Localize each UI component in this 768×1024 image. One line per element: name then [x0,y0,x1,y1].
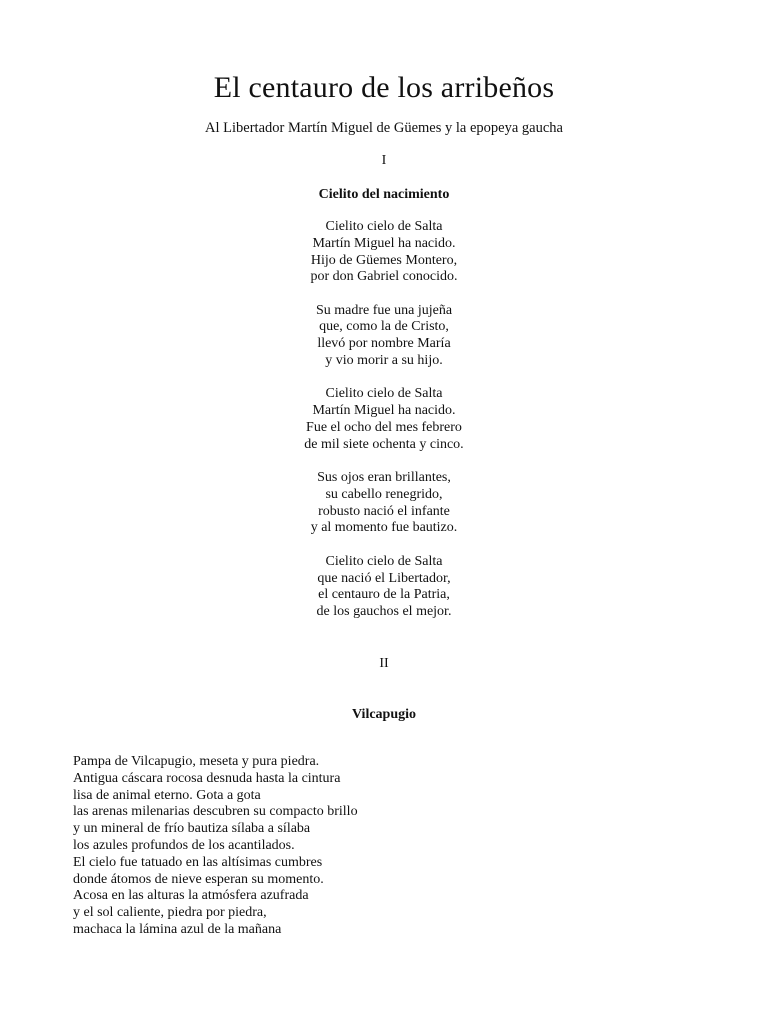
verse-line: Martín Miguel ha nacido. [312,235,456,251]
verse-line: y al momento fue bautizo. [310,520,458,536]
stanza [0,386,768,453]
section-title: Cielito del nacimiento [318,187,450,202]
verse-line: las arenas milenarias descubren su compacto brillo [73,804,358,820]
section-number: II [379,656,389,671]
verse-line: llevó por nombre María [317,336,451,352]
verse-line: de mil siete ochenta y cinco. [304,436,464,452]
verse-line: su cabello renegrido, [325,486,443,502]
section-number: I [381,153,387,168]
verse-line: los azules profundos de los acantilados. [73,837,295,853]
verse-line: Antigua cáscara rocosa desnuda hasta la cintura [73,770,341,786]
verse-line: Acosa en las alturas la atmósfera azufrada [73,888,309,904]
section-title: Vilcapugio [351,707,417,722]
verse-line: Hijo de Güemes Montero, [310,252,458,268]
verse-line: y vio morir a su hijo. [325,353,443,369]
verse-line: Cielito cielo de Salta [325,386,443,402]
poem-stanzas [0,219,768,637]
verse-line: que nació el Libertador, [317,570,451,586]
verse-line: Martín Miguel ha nacido. [312,403,456,419]
verse-line: Cielito cielo de Salta [325,219,443,234]
verse-line: por don Gabriel conocido. [310,269,458,285]
verse-line: Fue el ocho del mes febrero [306,419,462,435]
verse-line: donde átomos de nieve esperan su momento. [73,871,324,887]
poem-free-verse [73,754,713,939]
verse-line: machaca la lámina azul de la mañana [73,921,282,937]
document-title: El centauro de los arribeños [213,71,555,104]
verse-line: que, como la de Cristo, [319,319,449,335]
stanza [0,219,768,286]
stanza [0,303,768,370]
verse-line: Pampa de Vilcapugio, meseta y pura piedra. [73,754,320,769]
verse-line: y el sol caliente, piedra por piedra, [73,905,267,921]
verse-line: Su madre fue una jujeña [315,302,453,318]
verse-line: lisa de animal eterno. Gota a gota [73,787,261,803]
verse-line: de los gauchos el mejor. [316,604,452,620]
verse-line: robusto nació el infante [318,503,450,519]
stanza [0,470,768,537]
verse-line: el centauro de la Patria, [318,587,450,603]
verse-line: y un mineral de frío bautiza sílaba a sílaba [73,821,311,837]
stanza [0,554,768,621]
verse-line: El cielo fue tatuado en las altísimas cumbres [73,854,323,870]
dedication: Al Libertador Martín Miguel de Güemes y la epopeya gaucha [205,120,563,136]
verse-line: Cielito cielo de Salta [325,553,443,569]
verse-line: Sus ojos eran brillantes, [317,470,451,486]
